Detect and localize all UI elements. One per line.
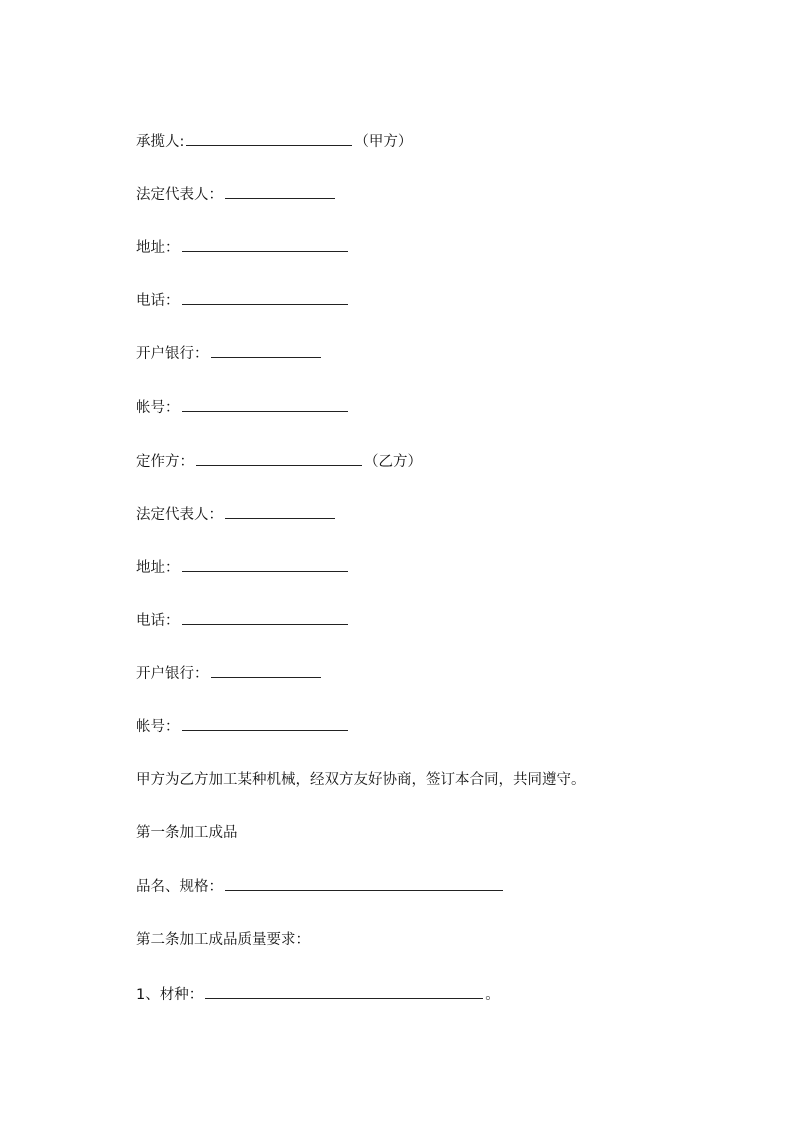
party-a-suffix: （甲方） — [354, 134, 413, 150]
material-period: 。 — [485, 987, 500, 1003]
contractor-phone-line — [136, 289, 350, 311]
contractor-blank[interactable] — [186, 130, 352, 146]
bank-blank[interactable] — [211, 662, 321, 678]
client-blank[interactable] — [196, 450, 362, 466]
material-line — [136, 983, 500, 1005]
account-label: 帐号： — [136, 400, 180, 416]
client-phone-line — [136, 609, 350, 631]
product-name-blank[interactable] — [225, 875, 503, 891]
account-blank[interactable] — [182, 396, 348, 412]
bank-label: 开户银行： — [136, 346, 209, 362]
account-label: 帐号： — [136, 719, 180, 735]
contractor-label: 承揽人: — [136, 134, 185, 150]
client-bank-line — [136, 662, 323, 684]
client-label: 定作方： — [136, 454, 194, 470]
contractor-address-line — [136, 236, 350, 258]
intro-paragraph: 甲方为乙方加工某种机械，经双方友好协商，签订本合同，共同遵守。 — [136, 772, 586, 788]
legal-rep-blank[interactable] — [225, 183, 335, 199]
material-label: 1、材种： — [136, 987, 204, 1003]
phone-label: 电话： — [136, 613, 180, 629]
bank-label: 开户银行： — [136, 666, 209, 682]
legal-rep-blank[interactable] — [225, 503, 335, 519]
phone-label: 电话： — [136, 293, 180, 309]
phone-blank[interactable] — [182, 289, 348, 305]
address-label: 地址： — [136, 240, 180, 256]
phone-blank[interactable] — [182, 609, 348, 625]
account-blank[interactable] — [182, 715, 348, 731]
contractor-line — [136, 130, 412, 152]
address-blank[interactable] — [182, 236, 348, 252]
article-2-title: 第二条加工成品质量要求： — [136, 932, 310, 948]
address-blank[interactable] — [182, 556, 348, 572]
client-account-line — [136, 715, 350, 737]
material-blank[interactable] — [205, 983, 483, 999]
address-label: 地址： — [136, 560, 180, 576]
bank-blank[interactable] — [211, 342, 321, 358]
product-name-label: 品名、规格： — [136, 879, 223, 895]
contractor-legal-rep-line — [136, 183, 337, 205]
client-address-line — [136, 556, 350, 578]
legal-rep-label: 法定代表人： — [136, 507, 223, 523]
contractor-bank-line — [136, 342, 323, 364]
product-name-line — [136, 875, 505, 897]
legal-rep-label: 法定代表人： — [136, 187, 223, 203]
contractor-account-line — [136, 396, 350, 418]
client-legal-rep-line — [136, 503, 337, 525]
party-b-suffix: （乙方） — [364, 454, 422, 470]
client-line — [136, 450, 422, 472]
article-1-title: 第一条加工成品 — [136, 825, 238, 841]
